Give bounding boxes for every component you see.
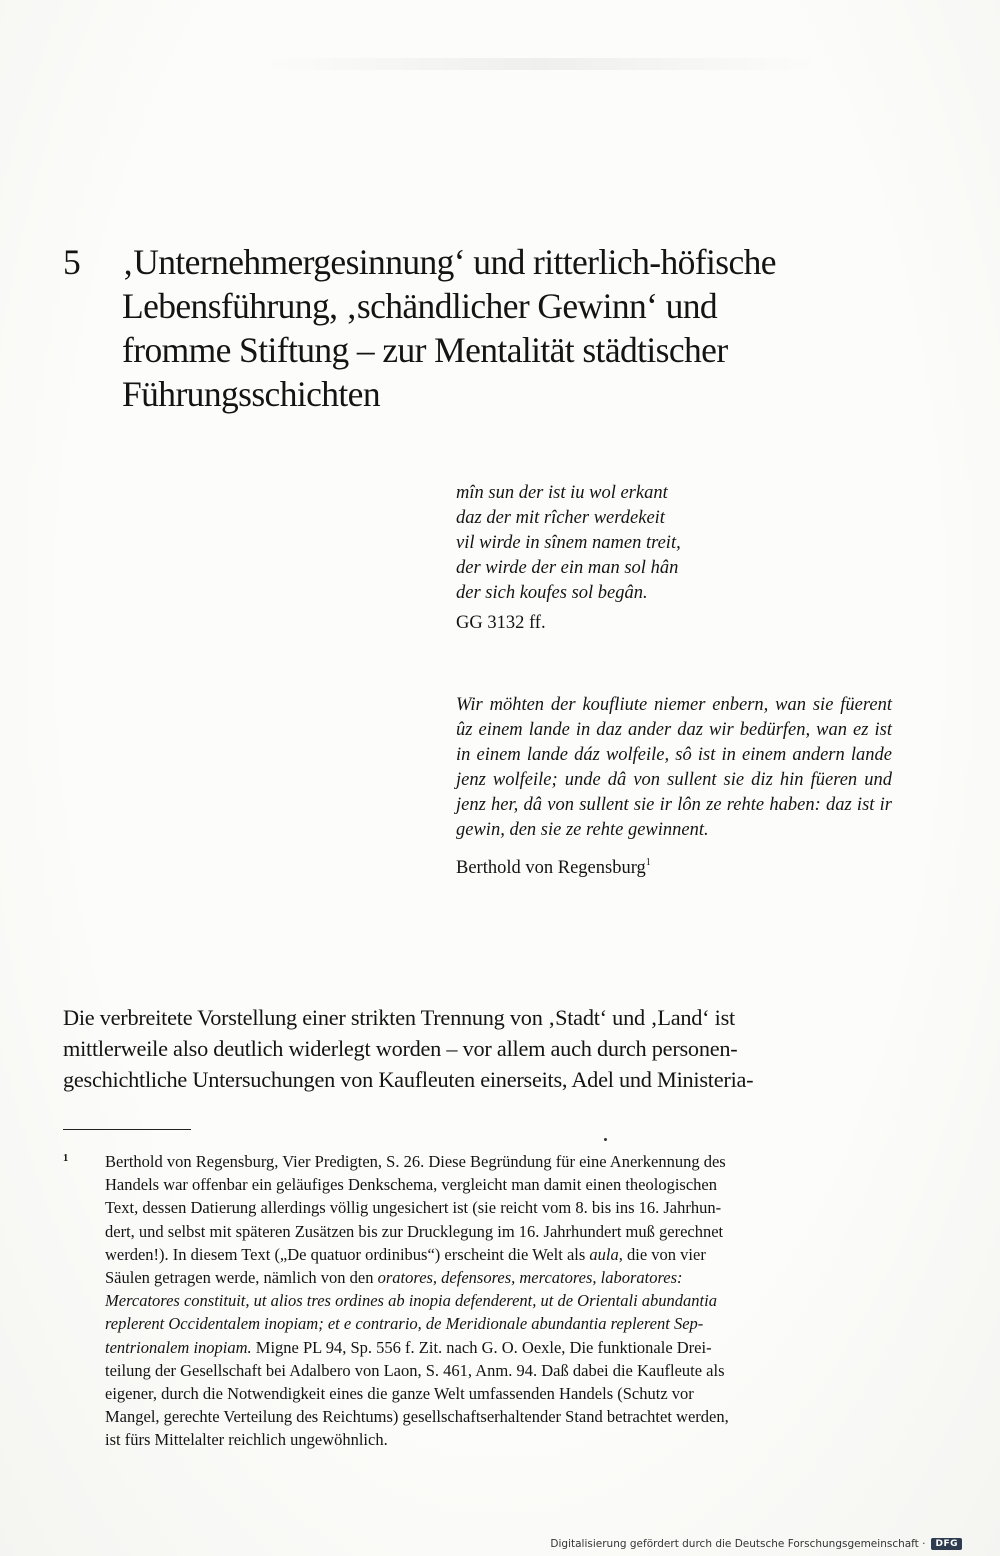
chapter-number: 5 [63, 242, 81, 282]
chapter-title-line: Lebensführung, ‚schändlicher Gewinn‘ und [122, 286, 718, 326]
quote-source [456, 850, 892, 881]
verse-line: der sich koufes sol begân. [456, 583, 648, 603]
footnote-separator [63, 1129, 191, 1130]
footnote-line [63, 1289, 893, 1312]
footnote-line: ist fürs Mittelalter reichlich ungewöhnlich. [105, 1430, 388, 1450]
body-line: mittlerweile also deutlich widerlegt worden – vor allem auch durch personen- [63, 1036, 738, 1061]
body-line: geschichtliche Untersuchungen von Kaufleuten einerseits, Adel und Ministeria- [63, 1067, 754, 1092]
footnote-line: teilung der Gesellschaft bei Adalbero von Laon, S. 461, Anm. 94. Daß dabei die Kaufleute als [105, 1360, 725, 1380]
footnote-line [63, 1243, 893, 1266]
quote-text: Wir möhten der koufliute niemer enbern, wan sie füerent ûz einem lande in daz ander daz wir bedürfen, wan ez ist in einem lande dáz wolfeile, sô ist in einem andern lande jenz wolfeile; unde dâ von sullent sie diz hin füeren und jenz her, dâ von sullent sie ir lôn ze rehte haben: daz ist ir gewin, den sie ze rehte gewinnent. [456, 695, 892, 840]
footnote-line: dert, und selbst mit späteren Zusätzen bis zur Drucklegung im 16. Jahrhundert muß gerechnet [105, 1221, 724, 1241]
quote-source: GG 3132 ff. [456, 613, 546, 633]
verse-line: daz der mit rîcher werdekeit [456, 508, 665, 528]
footnote-line: eigener, durch die Notwendigkeit eines die ganze Welt umfassenden Handels (Schutz vor [105, 1384, 694, 1404]
chapter-title-line: fromme Stiftung – zur Mentalität städtischer [122, 330, 728, 370]
footnote-line [63, 1266, 893, 1289]
verse-line: der wirde der ein man sol hân [456, 558, 679, 578]
footnote-line [63, 1336, 893, 1359]
chapter-heading [63, 240, 863, 416]
body-paragraph [63, 1002, 890, 1095]
digitization-credit [550, 1538, 962, 1550]
quote-source-author: Berthold von Regensburg [456, 858, 646, 878]
credit-text: Digitalisierung gefördert durch die Deutsche Forschungsgemeinschaft · [550, 1538, 926, 1550]
footnote-line [63, 1312, 893, 1335]
footnote-italic: Mercatores constituit, ut alios tres ordines ab inopia defenderent, ut de Orientali abundantia [105, 1291, 717, 1311]
footnote-line: Text, dessen Datierung allerdings völlig ungesichert ist (sie reicht vom 8. bis ins 16. Jahrhun- [105, 1198, 722, 1218]
footnote-text: werden!). In diesem Text („De quatuor ordinibus“) erscheint die Welt als [105, 1244, 586, 1264]
print-speck [604, 1138, 607, 1141]
footnote-italic: replerent Occidentalem inopiam; et e contrario, de Meridionale abundantia replerent Sep- [105, 1314, 704, 1334]
motto-verse-quote [456, 481, 681, 636]
footnote-text: Migne PL 94, Sp. 556 f. Zit. nach G. O. Oexle, Die funktionale Drei- [255, 1337, 712, 1357]
motto-prose-quote [456, 693, 892, 881]
footnote-text: , die von vier [618, 1244, 706, 1264]
footnote-reference[interactable]: 1 [645, 857, 651, 868]
footnote [63, 1150, 893, 1452]
chapter-title-line: Führungsschichten [122, 374, 380, 414]
bleed-through-shadow [260, 58, 820, 70]
verse-line: mîn sun der ist iu wol erkant [456, 483, 668, 503]
footnote-line: Mangel, gerechte Verteilung des Reichtums) gesellschaftserhaltender Stand betrachtet werden, [105, 1407, 729, 1427]
footnote-line: Handels war offenbar ein geläufiges Denkschema, vergleicht man damit einen theologischen [105, 1175, 717, 1195]
footnote-italic: tentrionalem inopiam. [105, 1337, 252, 1357]
footnote-text: Säulen getragen werde, nämlich von den [105, 1268, 374, 1288]
footnote-line: Berthold von Regensburg, Vier Predigten, S. 26. Diese Begründung für eine Anerkennung des [105, 1152, 726, 1171]
footnote-mark: 1 [63, 1153, 69, 1164]
chapter-title-line: ‚Unternehmergesinnung‘ und ritterlich-höfische [122, 242, 776, 282]
footnote-italic: aula [589, 1244, 619, 1264]
verse-line: vil wirde in sînem namen treit, [456, 533, 681, 553]
body-line: Die verbreitete Vorstellung einer strikten Trennung von ‚Stadt‘ und ‚Land‘ ist [63, 1005, 735, 1030]
footnote-italic: oratores, defensores, mercatores, laboratores: [377, 1268, 683, 1288]
dfg-logo[interactable]: DFG [931, 1538, 962, 1550]
